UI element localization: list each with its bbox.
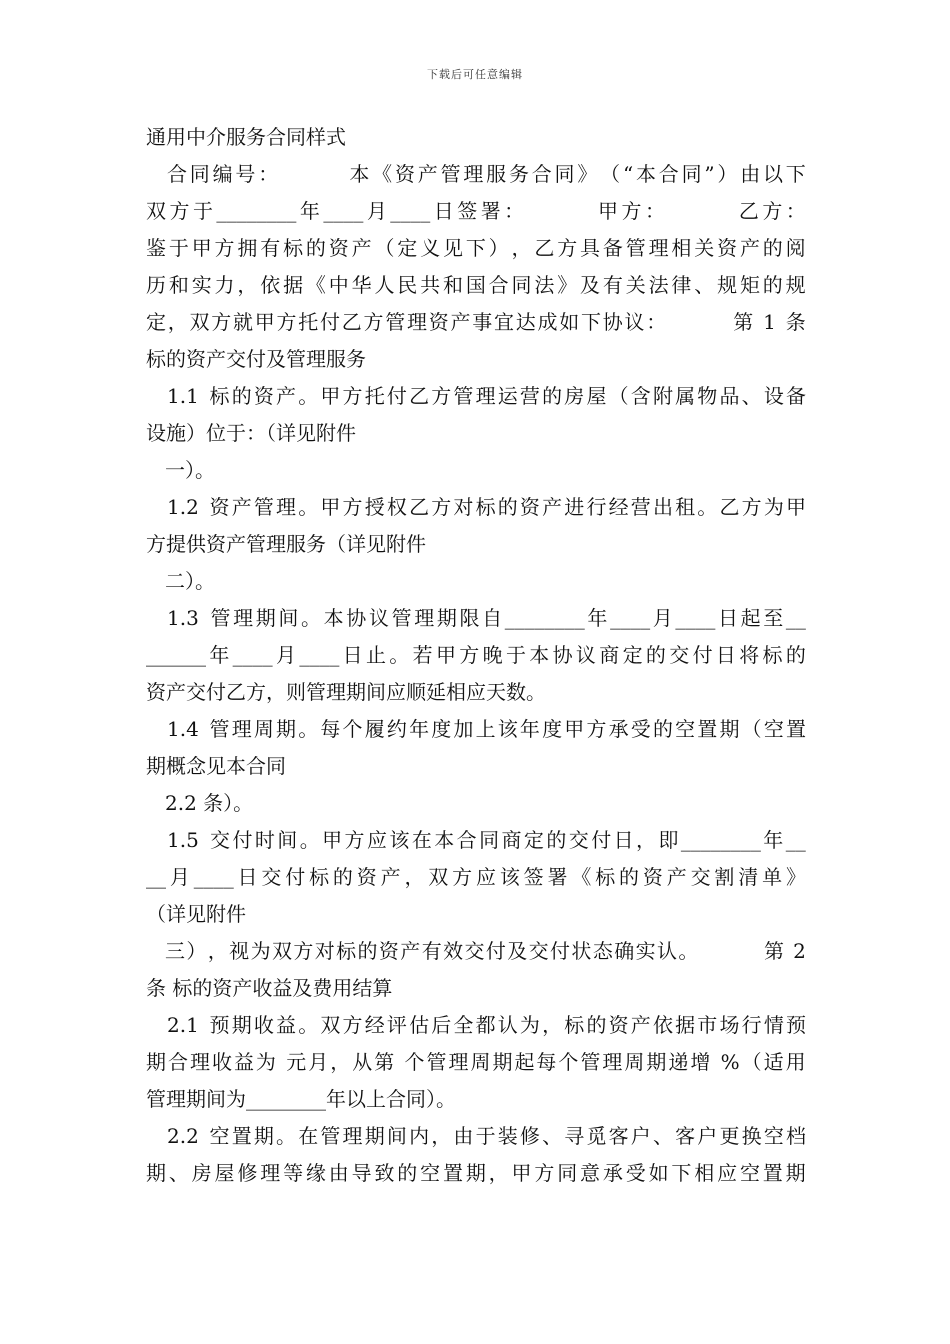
contract-body <box>146 119 806 1192</box>
text-line: ______ 年 ____ 月 ____ 日 止 。 若 甲 方 晚 于 本 协 议 商 定 的 交 付 日 将 标 的 <box>146 643 806 667</box>
text-line: 历 和 实 力 ， 依 据 《 中 华 人 民 共 和 国 合 同 法 》 及 有 关 法 律 、 规 矩 的 规 <box>146 273 806 297</box>
text-line: __ 月 ____ 日 交 付 标 的 资 产 ， 双 方 应 该 签 署 《 标 的 资 产 交 割 清 单 》 <box>146 865 806 889</box>
text-line: 资产交付乙方，则管理期间应顺延相应天数。 <box>146 680 546 704</box>
text-line: 期 、 房 屋 修 理 等 缘 由 导 致 的 空 置 期 ， 甲 方 同 意 承 受 如 下 相 应 空 置 期 <box>146 1161 806 1185</box>
page-header: 下载后可任意编辑 <box>427 68 523 81</box>
text-line: 1.5 交 付 时 间 。 甲 方 应 该 在 本 合 同 商 定 的 交 付 日 ， 即 ________ 年 __ <box>167 828 806 852</box>
text-line: 管理期间为________年以上合同）。 <box>146 1087 456 1111</box>
text-line: 双 方 于 ________ 年 ____ 月 ____ 日 签 署 ： 甲 方 ： 乙 方 ： <box>146 199 806 223</box>
text-line: 方提供资产管理服务（详见附件 <box>146 532 426 556</box>
text-line: 1.4 管 理 周 期 。 每 个 履 约 年 度 加 上 该 年 度 甲 方 承 受 的 空 置 期 （ 空 置 <box>167 717 806 741</box>
text-line: 2.2 空 置 期 。 在 管 理 期 间 内 ， 由 于 装 修 、 寻 觅 客 户 、 客 户 更 换 空 档 <box>167 1124 806 1148</box>
text-line: 1.2 资 产 管 理 。 甲 方 授 权 乙 方 对 标 的 资 产 进 行 经 营 出 租 。 乙 方 为 甲 <box>167 495 806 519</box>
text-line: 1.1 标 的 资 产 。 甲 方 托 付 乙 方 管 理 运 营 的 房 屋 （ 含 附 属 物 品 、 设 备 <box>167 384 806 408</box>
text-line: 2.2 条）。 <box>165 791 254 815</box>
text-line: 期概念见本合同 <box>146 754 286 778</box>
text-line: 三 ） ， 视 为 双 方 对 标 的 资 产 有 效 交 付 及 交 付 状 态 确 实 认 。 第 2 <box>165 939 806 963</box>
text-line: 一）。 <box>165 458 215 482</box>
text-line: 标的资产交付及管理服务 <box>146 347 366 371</box>
text-line: 期 合 理 收 益 为 元 月 ， 从 第 个 管 理 周 期 起 每 个 管 理 周 期 递 增 % （ 适 用 <box>146 1050 806 1074</box>
text-line: 设施）位于：（详见附件 <box>146 421 356 445</box>
text-line: 2.1 预 期 收 益 。 双 方 经 评 估 后 全 都 认 为 ， 标 的 资 产 依 据 市 场 行 情 预 <box>167 1013 806 1037</box>
text-line: 合 同 编 号 ： 本 《 资 产 管 理 服 务 合 同 》 （ “ 本 合 同 ” ） 由 以 下 <box>167 162 806 186</box>
text-line: 二）。 <box>165 569 215 593</box>
text-line: 鉴 于 甲 方 拥 有 标 的 资 产 （ 定 义 见 下 ） ， 乙 方 具 备 管 理 相 关 资 产 的 阅 <box>146 236 806 260</box>
text-line: （详见附件 <box>146 902 246 926</box>
text-line: 通用中介服务合同样式 <box>146 125 346 149</box>
text-line: 定 ， 双 方 就 甲 方 托 付 乙 方 管 理 资 产 事 宜 达 成 如 下 协 议 ： 第 1 条 <box>146 310 806 334</box>
text-line: 条 标的资产收益及费用结算 <box>146 976 393 1000</box>
text-line: 1.3 管 理 期 间 。 本 协 议 管 理 期 限 自 ________ 年 ____ 月 ____ 日 起 至 __ <box>167 606 806 630</box>
